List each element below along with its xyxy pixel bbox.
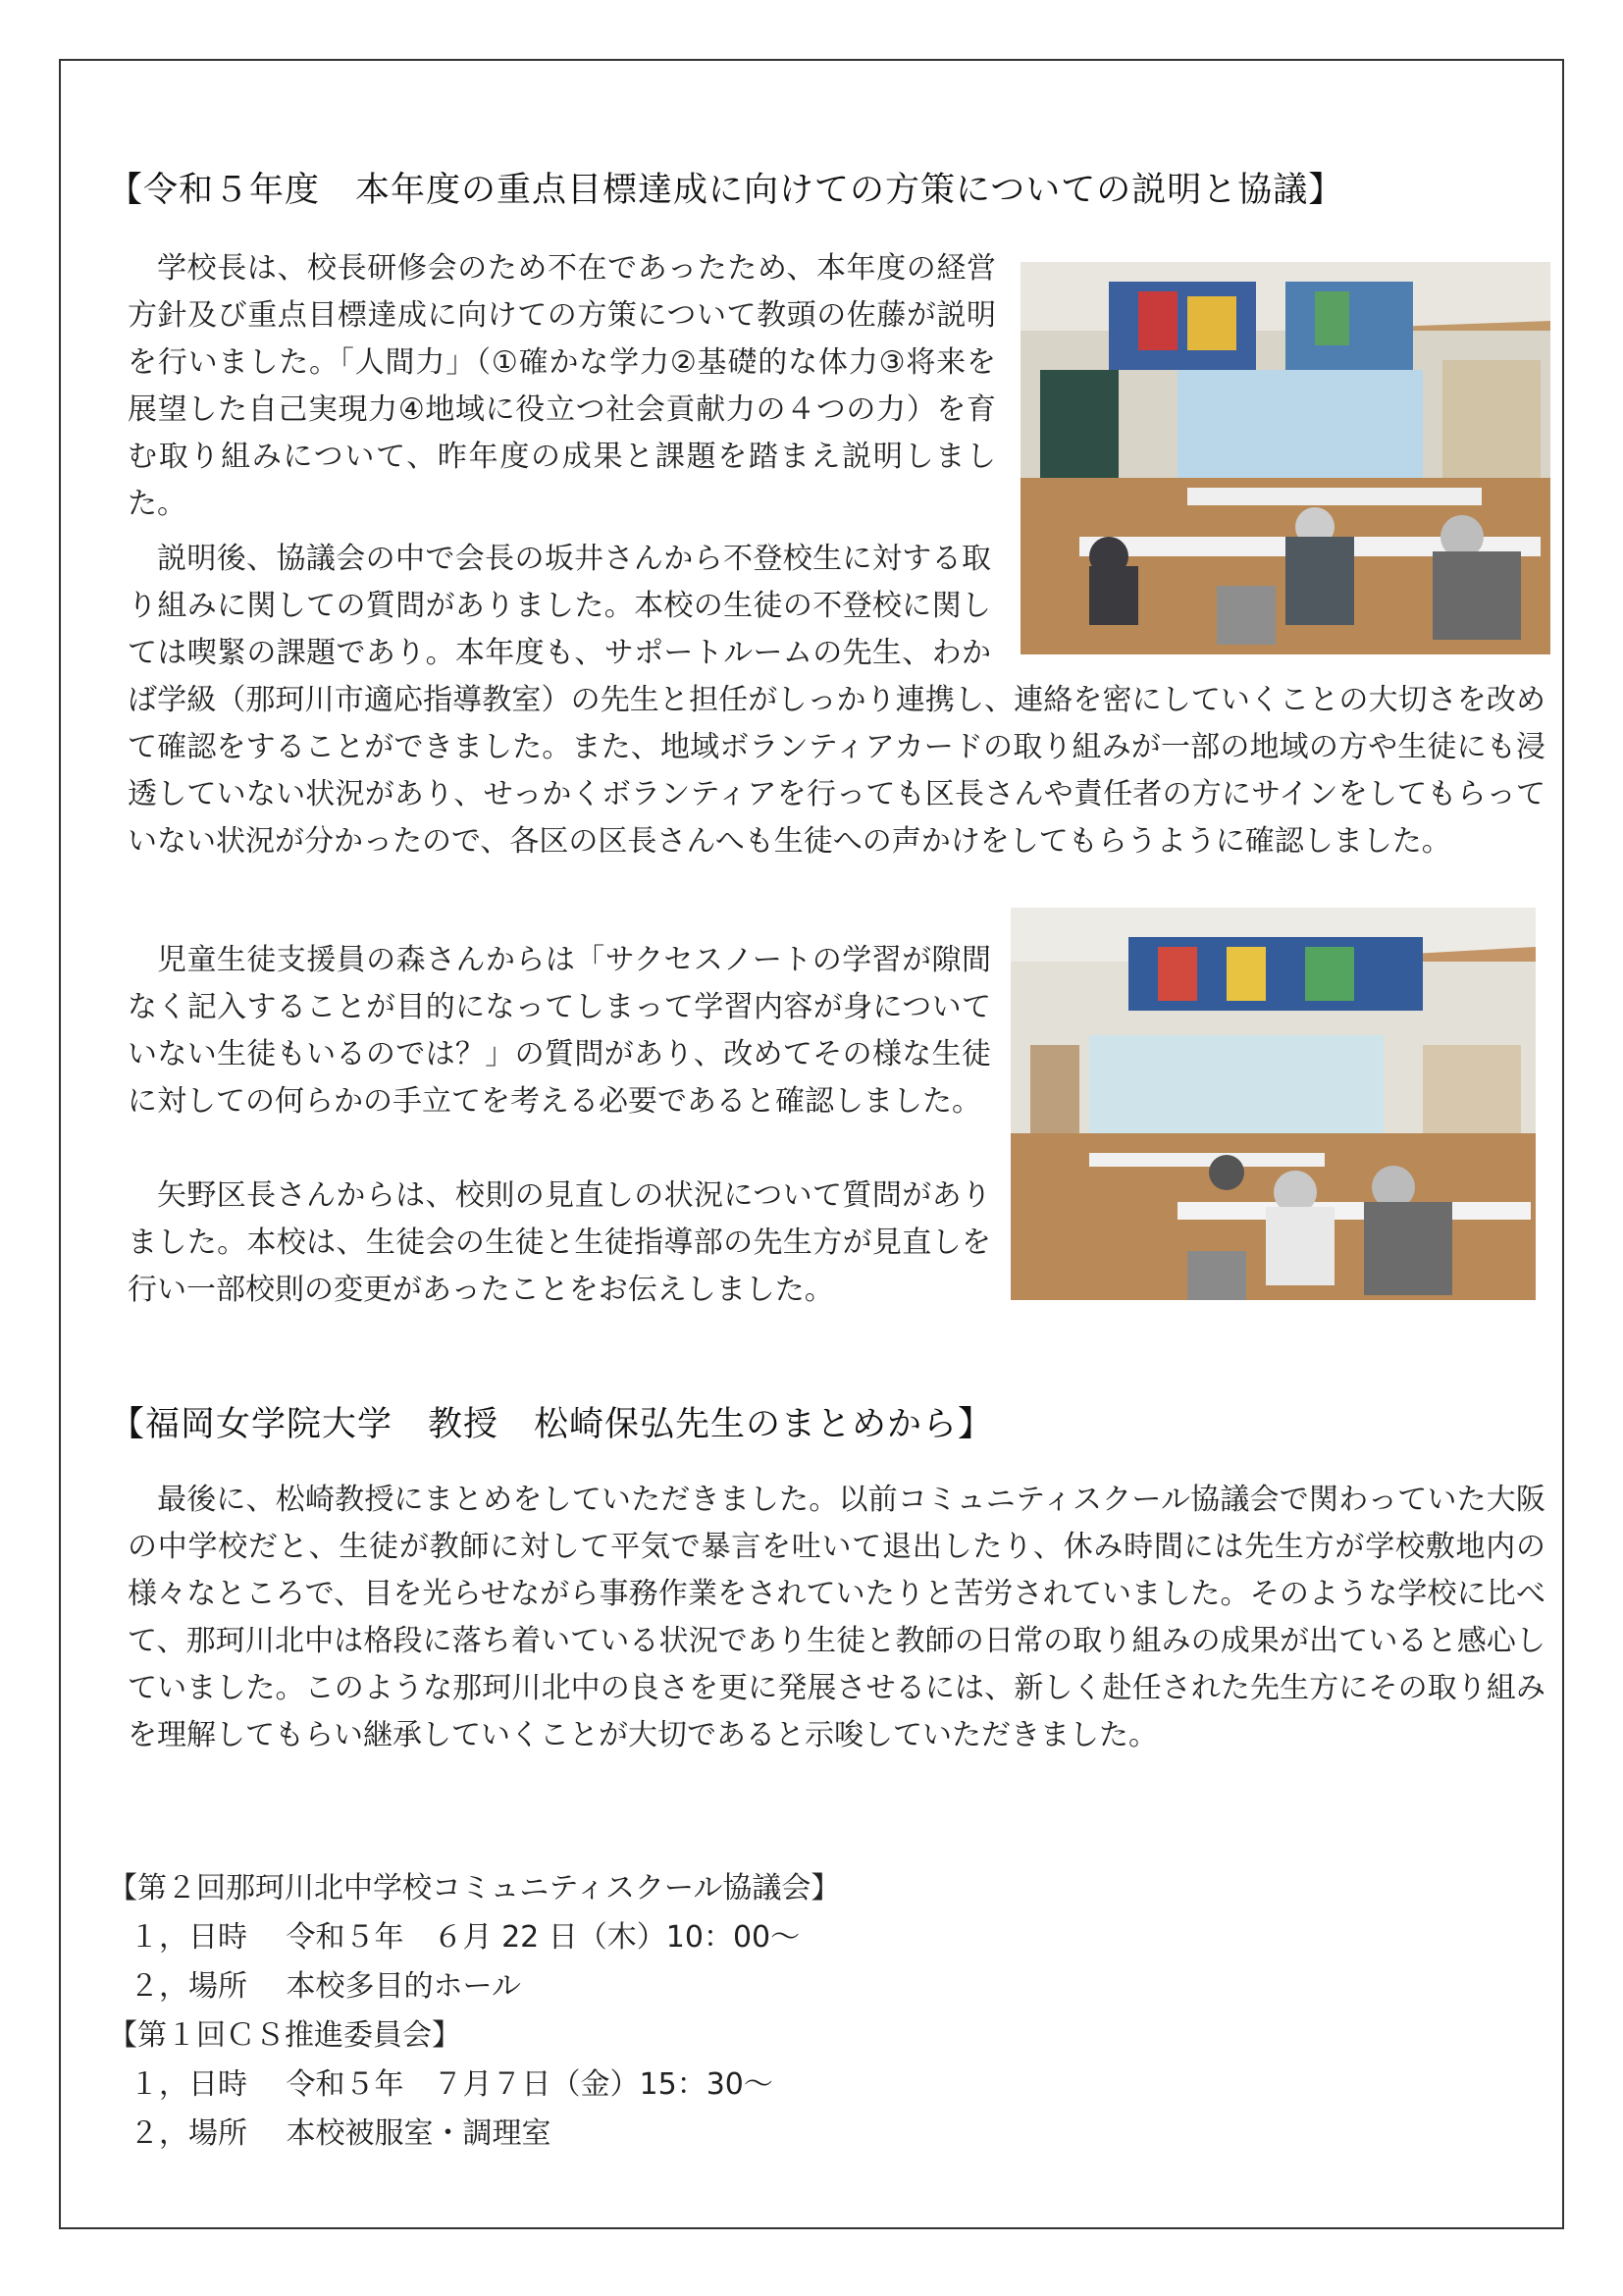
photo-wrap-spacer [991,536,1545,668]
section1-heading: 【令和５年度 本年度の重点目標達成に向けての方策についての説明と協議】 [108,171,1344,210]
section1-paragraph-1: 学校長は、校長研修会のため不在であったため、本年度の経営方針及び重点目標達成に向けての方策について教頭の佐藤が説明を行いました。「人間力」（①確かな学力②基礎的な体力③将来を展望した自己実現力④地域に役立つ社会貢献力の４つの力）を育む取り組みについて、昨年度の成果と課題を踏まえ説明しました。 [128,251,996,521]
meeting1-place-label: ２，場所 [130,1969,247,2004]
meeting2-place-label: ２，場所 [130,2116,247,2151]
meeting2-place-row [108,2110,773,2159]
section1-paragraph-2-text: 説明後、協議会の中で会長の坂井さんから不登校生に対する取り組みに関しての質問がありました。本校の生徒の不登校に関しては喫緊の課題であり。本年度も、サポートルームの先生、わかば学級（那珂川市適応指導教室）の先生と担任がしっかり連携し、連絡を密にしていくことの大切さを改めて確認をすることができました。また、地域ボランティアカードの取り組みが一部の地域の方や生徒にも浸透していない状況があり、せっかくボランティアを行っても区長さんや責任者の方にサインをしてもらっていない状況が分かったので、各区の区長さんへも生徒への声かけをしてもらうように確認しました。 [128,542,1545,859]
meeting2-date-row [108,2061,773,2110]
section1-paragraph-2 [128,536,1545,865]
meeting2-info [108,2011,773,2159]
section1-paragraph-3: 児童生徒支援員の森さんからは「サクセスノートの学習が隙間なく記入することが目的になってしまって学習内容が身についていない生徒もいるのでは？」の質問があり、改めてその様な生徒に対しての何らかの手立てを考える必要であると確認しました。 [128,943,991,1119]
meeting1-info [108,1864,840,2011]
meeting1-heading: 【第２回那珂川北中学校コミュニティスクール協議会】 [108,1871,841,1905]
section2-heading: 【福岡女学院大学 教授 松崎保弘先生のまとめから】 [110,1405,994,1444]
section1-paragraph-2-block [128,536,1545,865]
meeting2-heading: 【第１回ＣＳ推進委員会】 [108,2018,461,2053]
meeting1-place-row [108,1962,840,2011]
meeting1-date-row [108,1913,840,1962]
meeting2-date-label: １，日時 [130,2067,247,2102]
section1-paragraph-4-block [128,1173,991,1314]
section2-paragraph-block [128,1477,1545,1759]
meeting1-place-value: 本校多目的ホール [286,1969,521,2004]
meeting1-date-value: 令和５年 ６月 22 日（木）10：00～ [286,1920,801,1955]
section1-paragraph-4: 矢野区長さんからは、校則の見直しの状況について質問がありました。本校は、生徒会の生徒と生徒指導部の先生方が見直しを行い一部校則の変更があったことをお伝えしました。 [128,1178,991,1307]
meeting2-date-value: 令和５年 ７月７日（金）15：30～ [286,2067,773,2102]
section2-paragraph: 最後に、松崎教授にまとめをしていただきました。以前コミュニティスクール協議会で関わっていた大阪の中学校だと、生徒が教師に対して平気で暴言を吐いて退出したり、休み時間には先生方が学校敷地内の様々なところで、目を光らせながら事務作業をされていたりと苦労されていました。そのような学校に比べて、那珂川北中は格段に落ち着いている状況であり生徒と教師の日常の取り組みの成果が出ていると感心していました。このような那珂川北中の良さを更に発展させるには、新しく赴任された先生方にその取り組みを理解してもらい継承していくことが大切であると示唆していただきました。 [128,1483,1545,1752]
section1-paragraph-1-block [128,245,996,528]
meeting1-date-label: １，日時 [130,1920,247,1955]
section1-paragraph-3-block [128,937,991,1125]
meeting2-place-value: 本校被服室・調理室 [286,2116,551,2151]
meeting-photo-2 [1011,908,1536,1300]
